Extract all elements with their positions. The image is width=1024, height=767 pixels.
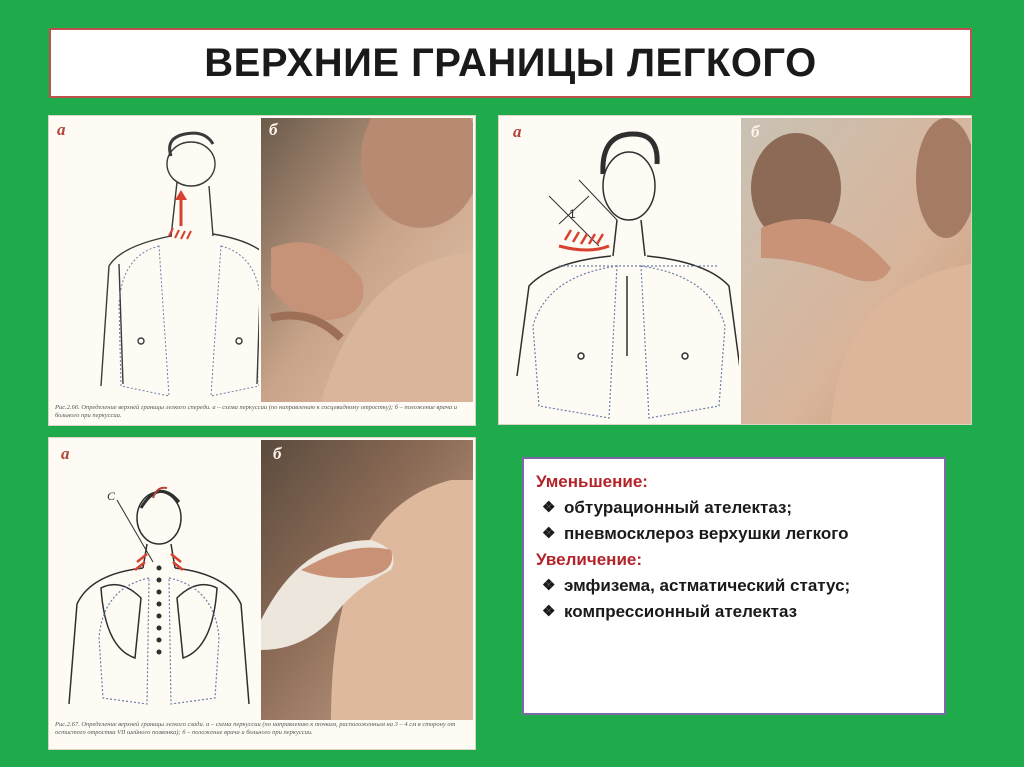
increase-heading: Увеличение: (536, 550, 643, 569)
figure-anterior-apex (48, 115, 476, 426)
list-item: ❖ обтурационный ателектаз; (536, 495, 932, 521)
measure-label: 1 (569, 207, 576, 221)
list-item: ❖ пневмосклероз верхушки легкого (536, 521, 932, 547)
diagram-front-torso (49, 116, 259, 406)
increase-list (536, 573, 932, 625)
figure-caption: Рис.2.66. Определение верхней границы легкого спереди. а – схема перкуссии (по направлению к сосцевидному отростку); б – положение врача и больного при перкуссии. (55, 404, 458, 419)
figure-caption: Рис.2.67. Определение верхней границы легкого сзади. а – схема перкуссии (по направлению к точкам, расположенным на 3 – 4 см в сторону от остистого отростка VII шейного позвонка); б – положение врача и больного при перкуссии. (55, 721, 456, 736)
photo-anterior-percussion (261, 118, 473, 402)
page-title: ВЕРХНИЕ ГРАНИЦЫ ЛЕГКОГО (204, 40, 817, 85)
bullet-icon: ❖ (542, 525, 556, 542)
figure-letter-b: б (273, 444, 282, 463)
diagram-back-torso (49, 438, 261, 718)
title-box (49, 28, 972, 98)
diagram-front-measure (499, 116, 739, 422)
decrease-list (536, 495, 932, 547)
figure-letter-a: а (513, 122, 522, 141)
bullet-icon: ❖ (542, 577, 556, 594)
figure-letter-a: а (61, 444, 70, 463)
figure-letter-a: а (57, 120, 66, 139)
figure-letter-b: б (269, 120, 278, 139)
list-item: ❖ компрессионный ателектаз (536, 599, 932, 625)
figure-letter-b: б (751, 122, 760, 141)
bullet-icon: ❖ (542, 603, 556, 620)
list-item: ❖ эмфизема, астматический статус; (536, 573, 932, 599)
vertebra-label: C (107, 489, 116, 503)
photo-posterior-percussion (261, 440, 473, 720)
figure-posterior-apex (48, 437, 476, 750)
photo-anterior-measure (741, 118, 971, 424)
figure-anterior-height (498, 115, 972, 425)
bullet-icon: ❖ (542, 499, 556, 516)
info-box (522, 457, 946, 715)
decrease-heading: Уменьшение: (536, 472, 648, 491)
